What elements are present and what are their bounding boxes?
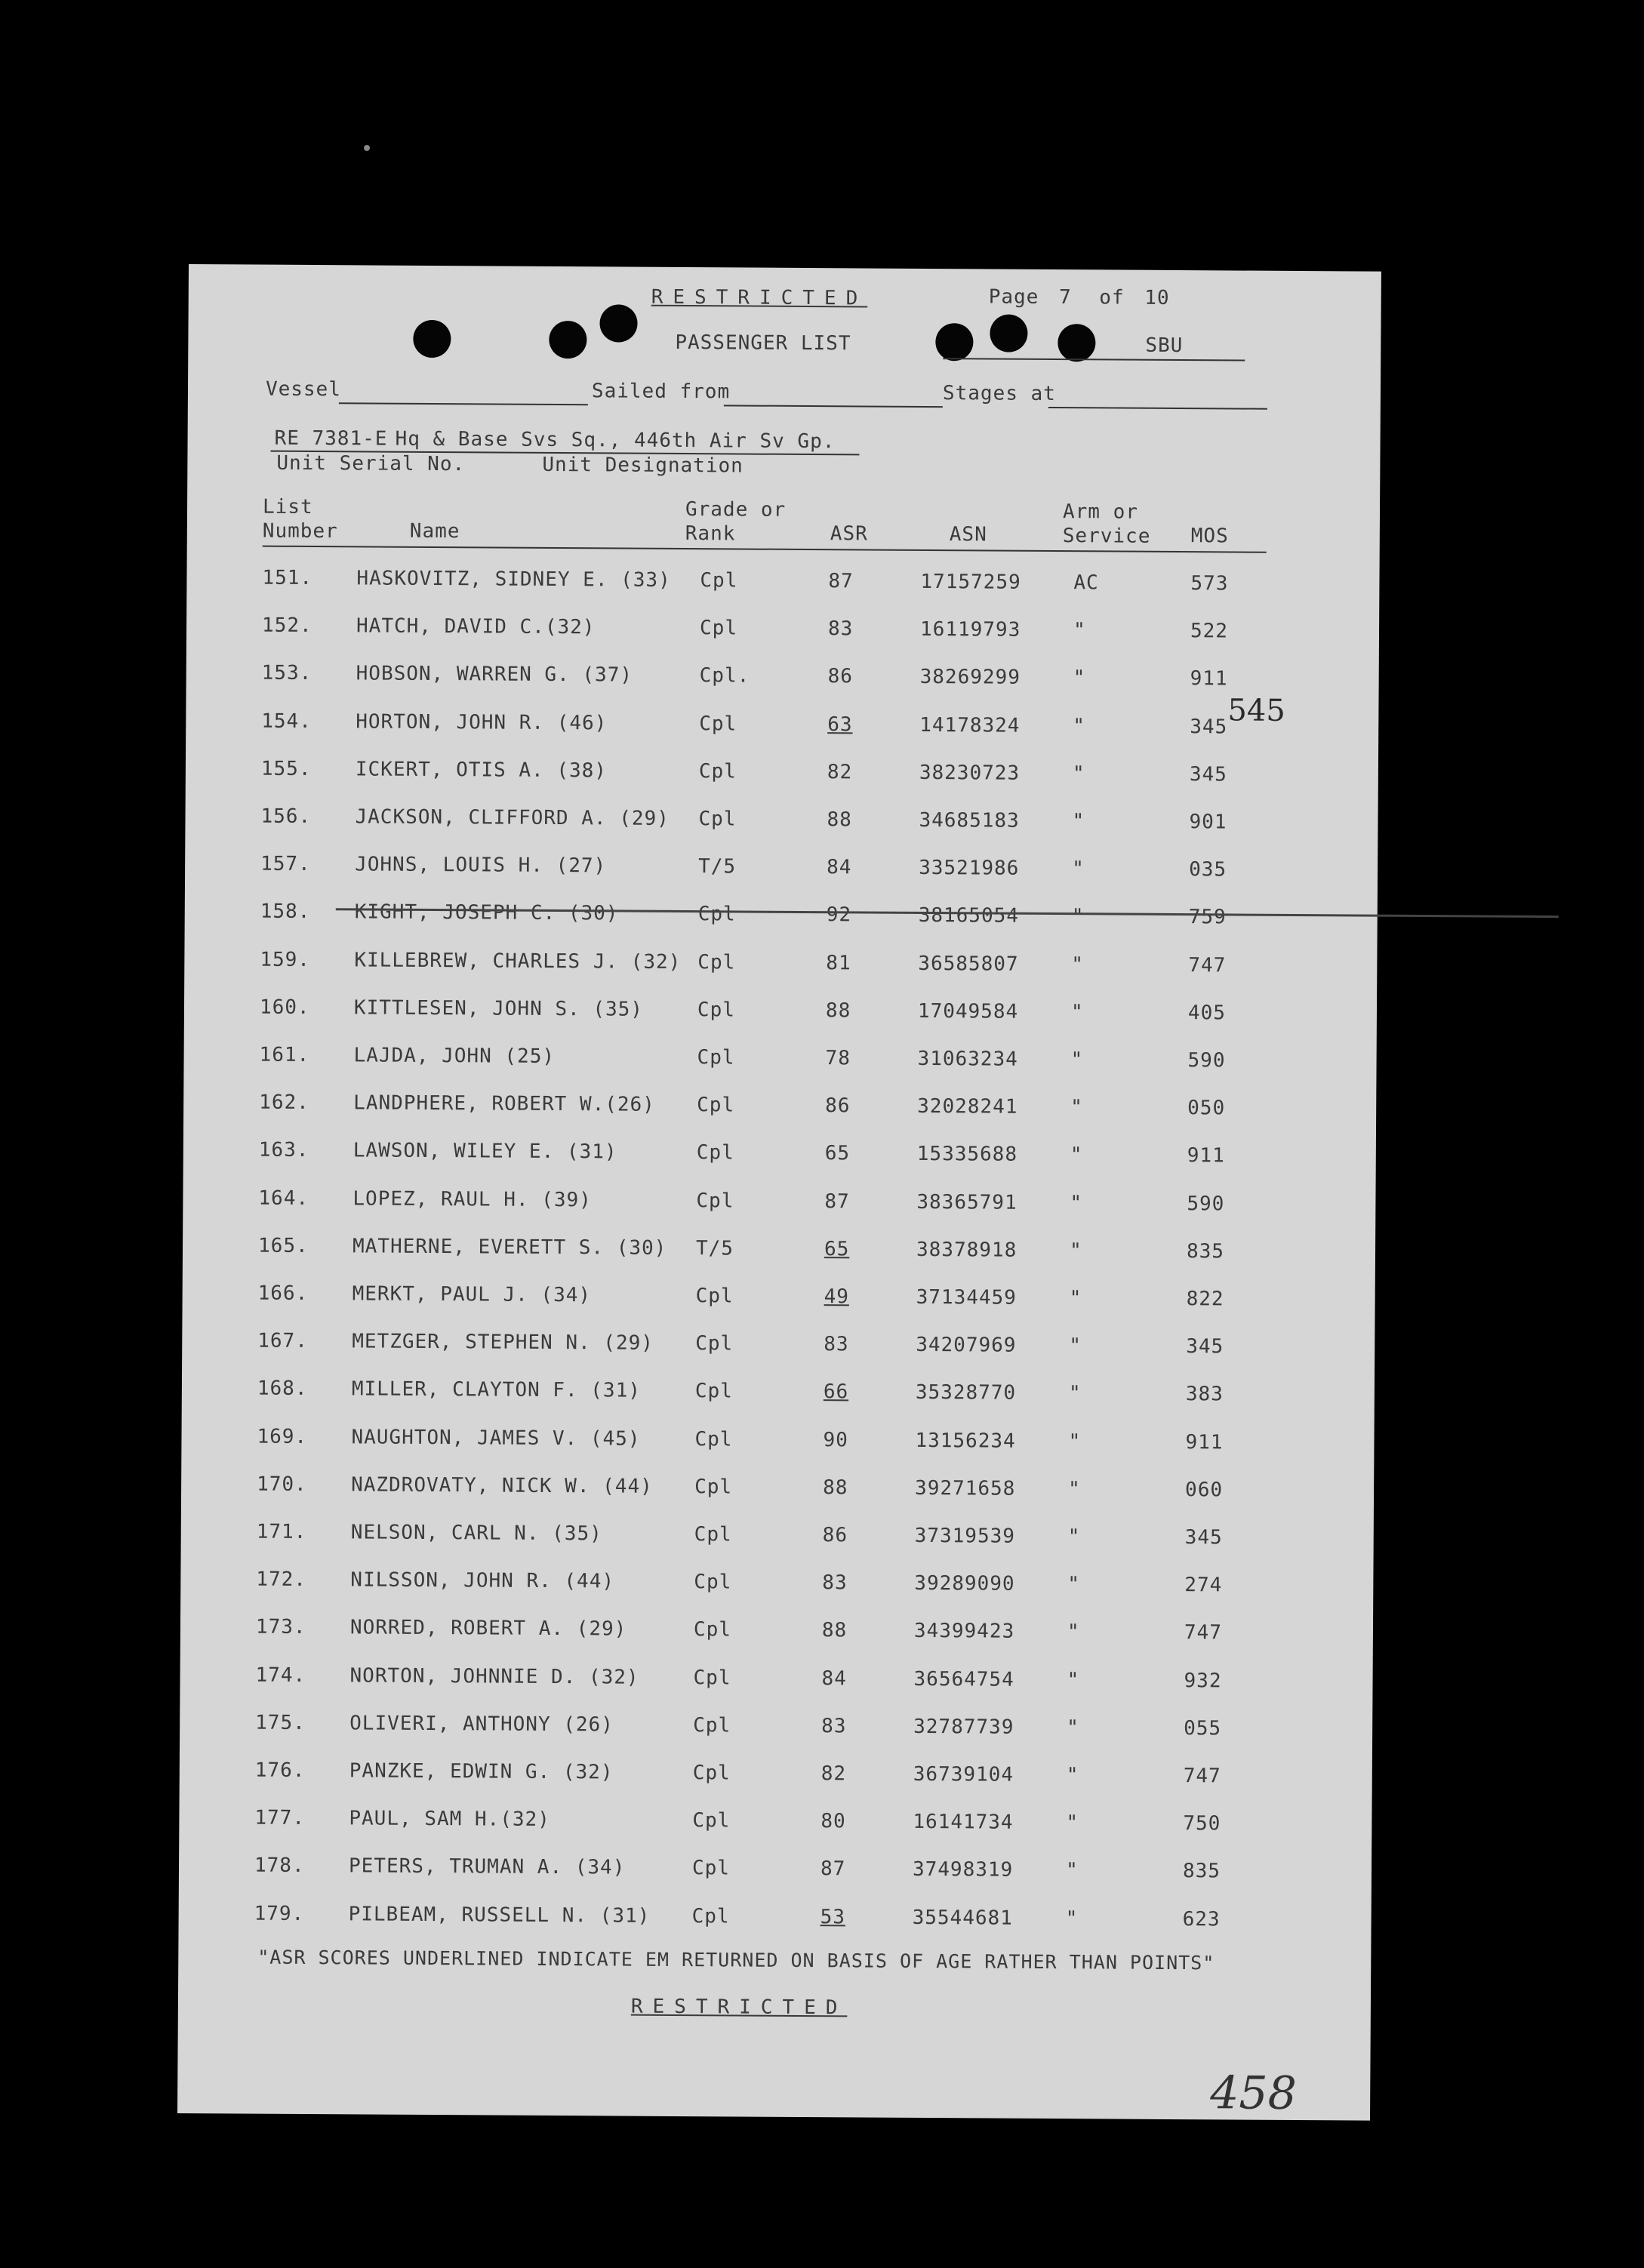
asr-cell: 66 [823, 1380, 849, 1404]
asn-cell: 39271658 [915, 1476, 1016, 1500]
asn-cell: 38165054 [918, 904, 1020, 928]
arm-cell: " [1067, 1620, 1080, 1644]
name-cell: NORTON, JOHNNIE D. (32) [349, 1663, 639, 1689]
table-row [181, 1520, 1313, 1557]
table-row [183, 1138, 1316, 1175]
asr-cell: 87 [824, 1189, 850, 1213]
table-row [180, 1711, 1312, 1748]
asn-cell: 17157259 [920, 570, 1021, 594]
asr-cell: 87 [820, 1857, 846, 1881]
arm-cell: " [1069, 1334, 1082, 1358]
grade-cell: Cpl [699, 617, 738, 640]
col-list-number: List Number [262, 495, 338, 543]
table-row [185, 900, 1317, 937]
list-number-cell: 164. [258, 1186, 309, 1210]
list-number-cell: 155. [260, 757, 312, 780]
mos-cell: 747 [1183, 1765, 1221, 1788]
asr-cell: 63 [827, 712, 853, 736]
arm-cell: " [1072, 762, 1085, 786]
arm-cell: " [1068, 1429, 1082, 1453]
table-row [179, 1902, 1311, 1939]
mos-cell: 345 [1189, 762, 1227, 786]
list-number-cell: 165. [257, 1234, 309, 1257]
arm-cell: " [1066, 1764, 1079, 1787]
name-cell: HORTON, JOHN R. (46) [356, 709, 608, 734]
mos-cell: 345 [1186, 1335, 1224, 1359]
punch-hole [935, 323, 973, 361]
list-number-cell: 153. [261, 661, 312, 685]
asn-cell: 38365791 [916, 1190, 1017, 1214]
asn-cell: 16119793 [919, 618, 1021, 642]
table-row [183, 1043, 1316, 1080]
mos-cell: 623 [1182, 1907, 1221, 1931]
mos-cell: 274 [1184, 1574, 1223, 1597]
asr-cell: 78 [825, 1047, 851, 1070]
mos-cell: 822 [1186, 1288, 1224, 1311]
speck [364, 145, 370, 151]
mos-cell: 901 [1189, 811, 1227, 834]
grade-cell: Cpl [691, 1857, 731, 1880]
grade-cell: Cpl [692, 1809, 731, 1833]
grade-cell: Cpl [699, 712, 737, 736]
asn-cell: 36739104 [913, 1762, 1014, 1786]
grade-cell: Cpl [695, 1285, 734, 1308]
col-name: Name [409, 519, 460, 543]
arm-cell: " [1068, 1477, 1081, 1501]
list-number-cell: 151. [262, 566, 313, 590]
asn-cell: 32028241 [917, 1095, 1018, 1119]
asn-cell: 39289090 [914, 1572, 1015, 1596]
arm-cell: AC [1073, 571, 1099, 595]
asn-cell: 37498319 [912, 1858, 1014, 1882]
list-number-cell: 156. [260, 805, 312, 829]
col-grade: Grade or Rank [685, 498, 787, 546]
name-cell: JOHNS, LOUIS H. (27) [355, 853, 607, 878]
arm-cell: " [1070, 1000, 1084, 1024]
unit-designation: Hq & Base Svs Sq., 446th Air Sv Gp. [395, 427, 836, 454]
vessel-line [339, 402, 588, 405]
mos-cell: 035 [1189, 858, 1227, 882]
grade-cell: Cpl [694, 1523, 732, 1546]
name-cell: MILLER, CLAYTON F. (31) [351, 1377, 642, 1403]
mos-cell: 911 [1190, 667, 1228, 691]
asr-cell: 86 [825, 1094, 851, 1118]
mos-cell: 911 [1187, 1144, 1225, 1168]
punch-hole [1058, 324, 1095, 362]
asr-cell: 65 [824, 1237, 850, 1261]
punch-hole [990, 314, 1027, 352]
list-number-cell: 163. [258, 1138, 309, 1162]
grade-cell: Cpl [693, 1618, 732, 1642]
name-cell: NORRED, ROBERT A. (29) [349, 1616, 627, 1641]
asn-cell: 32787739 [913, 1715, 1014, 1739]
name-cell: MERKT, PAUL J. (34) [352, 1282, 592, 1307]
name-cell: PETERS, TRUMAN A. (34) [348, 1854, 626, 1879]
table-row [182, 1329, 1314, 1366]
asr-cell: 83 [821, 1714, 847, 1738]
mos-cell: 522 [1190, 620, 1229, 643]
grade-cell: Cpl [697, 950, 736, 974]
asr-cell: 65 [824, 1142, 851, 1165]
arm-cell: " [1070, 1048, 1084, 1072]
grade-cell: Cpl [694, 1380, 733, 1403]
asr-cell: 83 [822, 1571, 848, 1595]
table-row [182, 1377, 1314, 1414]
asn-cell: 37319539 [914, 1524, 1016, 1548]
grade-cell: Cpl [698, 759, 737, 783]
arm-cell: " [1067, 1525, 1081, 1549]
unit-designation-caption: Unit Designation [542, 453, 743, 478]
arm-cell: " [1070, 1096, 1083, 1119]
name-cell: HOBSON, WARREN G. (37) [356, 662, 633, 687]
list-number-cell: 179. [254, 1902, 305, 1925]
stages-at-label: Stages at [942, 382, 1056, 406]
asn-cell: 36585807 [918, 952, 1019, 976]
page-label: Page [988, 285, 1039, 309]
asr-cell: 92 [826, 903, 852, 927]
name-cell: PAUL, SAM H.(32) [349, 1807, 550, 1832]
asr-cell: 88 [827, 808, 852, 832]
asr-cell: 82 [820, 1762, 847, 1786]
vessel-label: Vessel [265, 377, 342, 402]
table-row [183, 1234, 1315, 1271]
asn-cell: 13156234 [915, 1429, 1016, 1453]
name-cell: NAUGHTON, JAMES V. (45) [351, 1425, 641, 1451]
asn-cell: 35328770 [915, 1381, 1017, 1405]
mos-cell: 747 [1188, 953, 1227, 977]
arm-cell: " [1066, 1811, 1079, 1835]
table-row [181, 1425, 1313, 1462]
asn-cell: 38269299 [919, 666, 1021, 690]
asn-cell: 33521986 [919, 857, 1020, 880]
list-number-cell: 166. [257, 1282, 309, 1305]
table-row [180, 1759, 1312, 1796]
mos-cell: 835 [1182, 1860, 1221, 1883]
list-number-cell: 161. [259, 1043, 310, 1066]
unit-serial-caption: Unit Serial No. [276, 451, 466, 476]
asr-cell: 84 [821, 1666, 847, 1690]
asn-cell: 15335688 [916, 1143, 1018, 1167]
name-cell: NAZDROVATY, NICK W. (44) [351, 1473, 653, 1498]
mos-cell: 750 [1183, 1812, 1221, 1836]
table-row [184, 948, 1316, 985]
asn-cell: 34207969 [916, 1334, 1017, 1357]
restricted-header: RESTRICTED [651, 285, 868, 310]
arm-cell: " [1071, 905, 1085, 928]
table-row [186, 614, 1319, 651]
sailed-line [724, 405, 943, 408]
sbu-underline [943, 358, 1245, 361]
unit-serial-number: RE 7381-E [274, 426, 388, 451]
punch-hole [413, 320, 451, 358]
mos-cell: 050 [1187, 1097, 1226, 1120]
arm-cell: " [1067, 1716, 1079, 1740]
name-cell: PILBEAM, RUSSELL N. (31) [348, 1902, 651, 1928]
grade-cell: Cpl [694, 1571, 732, 1594]
col-asr: ASR [830, 522, 868, 546]
page-number: 7 [1058, 286, 1072, 309]
asr-cell: 82 [827, 760, 853, 784]
grade-cell: Cpl [697, 1094, 735, 1117]
punch-hole [599, 304, 637, 342]
mos-cell: 405 [1187, 1001, 1227, 1025]
asr-cell: 81 [826, 951, 851, 974]
list-number-cell: 160. [259, 996, 310, 1019]
passenger-list-title: PASSENGER LIST [675, 331, 851, 355]
list-number-cell: 162. [259, 1091, 309, 1115]
asn-cell: 35544681 [912, 1906, 1013, 1930]
grade-cell: Cpl [693, 1666, 731, 1690]
grade-cell: Cpl [697, 998, 736, 1022]
asn-cell: 31063234 [917, 1047, 1018, 1071]
asn-cell: 37134459 [916, 1285, 1017, 1309]
asr-cell: 88 [823, 1476, 848, 1500]
name-cell: OLIVERI, ANTHONY (26) [349, 1712, 614, 1737]
asr-cell: 87 [828, 570, 854, 593]
asr-cell: 53 [820, 1905, 846, 1928]
arm-cell: " [1070, 1143, 1083, 1167]
table-row [185, 805, 1317, 842]
name-cell: METZGER, STEPHEN N. (29) [352, 1330, 654, 1355]
grade-cell: Cpl [691, 1904, 730, 1928]
name-cell: MATHERNE, EVERETT S. (30) [352, 1235, 667, 1260]
table-row [180, 1663, 1312, 1700]
asr-cell: 90 [823, 1428, 848, 1451]
name-cell: KILLEBREW, CHARLES J. (32) [354, 948, 682, 974]
arm-cell: " [1065, 1906, 1079, 1930]
table-row [183, 1091, 1316, 1128]
list-number-cell: 157. [260, 852, 311, 876]
name-cell: LAJDA, JOHN (25) [353, 1044, 556, 1068]
grade-cell: Cpl [696, 1141, 734, 1165]
grade-cell: Cpl [697, 1046, 735, 1069]
list-number-cell: 172. [256, 1568, 307, 1592]
asn-cell: 36564754 [913, 1667, 1014, 1691]
arm-cell: " [1065, 1859, 1079, 1882]
table-row [186, 709, 1318, 746]
list-number-cell: 171. [256, 1520, 307, 1543]
name-cell: HATCH, DAVID C.(32) [356, 614, 596, 639]
col-asn: ASN [949, 523, 987, 546]
arm-cell: " [1073, 714, 1086, 737]
list-number-cell: 168. [257, 1377, 308, 1401]
arm-cell: " [1070, 1191, 1083, 1214]
mos-cell: 345 [1190, 715, 1228, 739]
mos-cell: 060 [1185, 1478, 1224, 1502]
mos-cell: 345 [1184, 1526, 1223, 1549]
asn-cell: 34685183 [919, 808, 1020, 832]
asr-cell: 86 [822, 1524, 848, 1547]
page-indicator [989, 285, 1170, 309]
asr-cell: 80 [820, 1810, 846, 1833]
asr-cell: 88 [825, 999, 851, 1023]
asn-cell: 14178324 [919, 713, 1021, 737]
name-cell: KIGHT, JOSEPH C. (30) [354, 900, 619, 925]
name-cell: LAWSON, WILEY E. (31) [353, 1139, 617, 1164]
list-number-cell: 176. [254, 1759, 306, 1782]
of-label: of [1099, 286, 1125, 309]
asr-cell: 49 [824, 1285, 850, 1309]
mos-cell: 590 [1187, 1192, 1225, 1216]
mos-cell: 911 [1185, 1430, 1224, 1454]
name-cell: LOPEZ, RAUL H. (39) [353, 1186, 592, 1211]
list-number-cell: 169. [257, 1425, 308, 1448]
asn-cell: 38378918 [916, 1238, 1017, 1262]
asr-cell: 83 [827, 617, 854, 641]
punch-hole [549, 321, 586, 359]
table-row [186, 757, 1318, 794]
arm-cell: " [1072, 857, 1085, 881]
passenger-list-page [177, 264, 1381, 2121]
grade-cell: Cpl. [699, 664, 750, 688]
grade-cell: Cpl [694, 1427, 733, 1451]
name-cell: PANZKE, EDWIN G. (32) [349, 1759, 614, 1784]
name-cell: JACKSON, CLIFFORD A. (29) [355, 805, 670, 830]
list-number-cell: 175. [255, 1711, 306, 1734]
arm-cell: " [1069, 1239, 1082, 1263]
handwritten-page-number: 458 [1210, 2066, 1297, 2121]
asn-cell: 17049584 [917, 999, 1019, 1023]
arm-cell: " [1069, 1287, 1082, 1310]
grade-cell: T/5 [695, 1236, 734, 1260]
grade-cell: Cpl [693, 1713, 731, 1737]
mos-cell: 835 [1186, 1239, 1225, 1263]
asn-cell: 34399423 [913, 1620, 1015, 1644]
list-number-cell: 159. [260, 948, 311, 971]
grade-cell: Cpl [700, 569, 738, 592]
list-number-cell: 152. [261, 614, 312, 638]
grade-cell: Cpl [697, 903, 736, 926]
col-mos: MOS [1190, 525, 1229, 548]
grade-cell: Cpl [695, 1332, 734, 1356]
name-cell: NILSSON, JOHN R. (44) [350, 1568, 615, 1593]
mos-cell: 932 [1184, 1669, 1222, 1692]
page-total: 10 [1144, 286, 1170, 309]
sbu-label: SBU [1145, 334, 1184, 358]
table-row [183, 1186, 1315, 1223]
stages-line [1048, 407, 1267, 410]
asr-cell: 86 [827, 665, 854, 688]
name-cell: ICKERT, OTIS A. (38) [355, 758, 608, 783]
list-number-cell: 173. [255, 1615, 306, 1639]
table-row [180, 1568, 1313, 1605]
grade-cell: T/5 [698, 855, 737, 879]
footer-note: "ASR SCORES UNDERLINED INDICATE EM RETURNED ON BASIS OF AGE RATHER THAN POINTS" [257, 1946, 1215, 1974]
list-number-cell: 167. [257, 1329, 309, 1353]
arm-cell: " [1073, 666, 1086, 690]
name-cell: LANDPHERE, ROBERT W.(26) [353, 1091, 655, 1116]
list-number-cell: 174. [255, 1663, 306, 1687]
arm-cell: " [1073, 619, 1086, 642]
name-cell: NELSON, CARL N. (35) [350, 1521, 602, 1546]
list-number-cell: 154. [261, 709, 312, 733]
col-arm: Arm or Service [1062, 500, 1151, 548]
restricted-footer: RESTRICTED [630, 1995, 848, 2020]
mos-cell: 383 [1185, 1383, 1224, 1406]
list-number-cell: 178. [254, 1854, 305, 1878]
table-row [180, 1615, 1313, 1652]
mos-cell: 055 [1184, 1716, 1222, 1740]
asn-cell: 16141734 [913, 1811, 1014, 1834]
mos-cell: 747 [1184, 1621, 1223, 1645]
asr-cell: 88 [821, 1619, 848, 1642]
sailed-from-label: Sailed from [591, 380, 731, 404]
asr-cell: 83 [824, 1333, 849, 1356]
table-row [184, 996, 1316, 1032]
arm-cell: " [1067, 1668, 1080, 1691]
arm-cell: " [1072, 810, 1085, 833]
mos-cell: 573 [1190, 572, 1229, 595]
table-row [186, 566, 1319, 603]
arm-cell: " [1068, 1382, 1082, 1405]
list-number-cell: 177. [254, 1806, 306, 1830]
table-row [183, 1282, 1315, 1319]
table-row [186, 661, 1319, 698]
list-number-cell: 170. [257, 1473, 307, 1496]
annotation-545: 545 [1227, 693, 1285, 728]
grade-cell: Cpl [696, 1189, 734, 1213]
table-row [185, 852, 1317, 889]
grade-cell: Cpl [692, 1762, 731, 1785]
table-row [179, 1854, 1311, 1891]
mos-cell: 590 [1187, 1049, 1226, 1072]
grade-cell: Cpl [694, 1475, 733, 1499]
arm-cell: " [1067, 1573, 1081, 1596]
arm-cell: " [1071, 952, 1085, 976]
asr-cell: 84 [827, 856, 852, 879]
asn-cell: 38230723 [919, 761, 1021, 785]
name-cell: KITTLESEN, JOHN S. (35) [353, 996, 644, 1021]
grade-cell: Cpl [698, 808, 737, 831]
table-row [181, 1473, 1313, 1509]
list-number-cell: 158. [260, 900, 311, 924]
mos-cell: 759 [1188, 906, 1227, 929]
table-row [179, 1806, 1311, 1843]
name-cell: HASKOVITZ, SIDNEY E. (33) [356, 567, 671, 592]
